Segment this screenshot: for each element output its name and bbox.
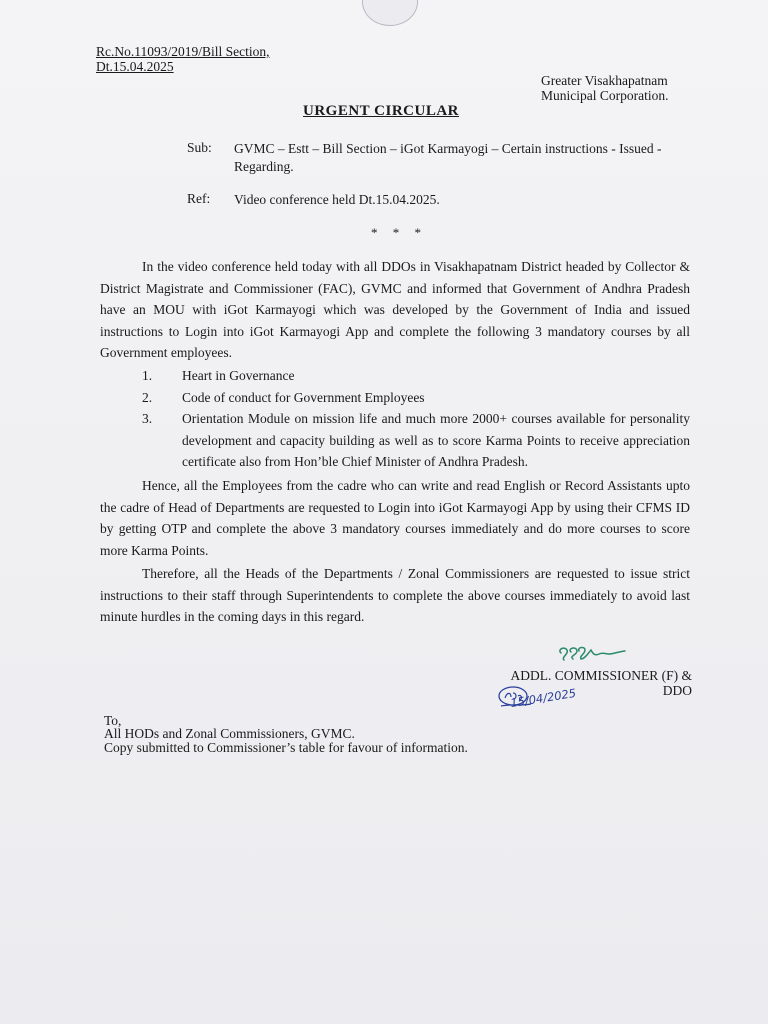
paragraph-directive-text: Therefore, all the Heads of the Departments / Zonal Commissioners are requested to issue strict instructions to their staff through Superintendents to complete the above courses immediately to avoid last minute hurdles in the coming days in this regard. [100,566,690,625]
section-separator: * * * [371,225,427,240]
list-item-number: 2. [142,389,153,405]
to-label: To, [104,713,122,728]
list-item-number: 3. [142,411,153,427]
paragraph-intro-text: In the video conference held today with all DDOs in Visakhapatnam District headed by Collector & District Magistrate and Commissioner (FAC), GVMC and informed that Government of Andhra Pradesh have an MOU with iGot Karmayogi which was developed by the Government of India and issued instructions to Login into iGot Karmayogi App and complete the following 3 mandatory courses by all Government employees. [100,259,690,361]
copy-note: Copy submitted to Commissioner’s table for favour of information. [104,740,468,755]
signatory-title-line2: DDO [662,683,692,698]
organization-name-line2: Municipal Corporation. [541,88,669,103]
paragraph-directive [100,563,690,628]
signatory-title-line1: ADDL. COMMISSIONER (F) & [510,668,692,683]
ref-text: Video conference held Dt.15.04.2025. [234,192,440,207]
subject-label: Sub: [187,140,212,155]
organization-name-line1: Greater Visakhapatnam [541,73,668,88]
to-recipients: All HODs and Zonal Commissioners, GVMC. [104,726,355,741]
list-item [142,387,690,409]
punch-hole [362,0,418,26]
signature [555,640,630,666]
reference-number: Rc.No.11093/2019/Bill Section, [96,44,270,59]
list-item [142,365,690,387]
list-item-text: Orientation Module on mission life and much more 2000+ courses available for personality development and capacity building as well as to score Karma Points to receive appreciation certificate also from Hon’ble Chief Minister of Andhra Pradesh. [182,411,690,470]
document-title: URGENT CIRCULAR [303,103,459,119]
handwritten-date: 15/04/2025 [509,685,577,711]
list-item-number: 1. [142,368,153,383]
reference-date: Dt.15.04.2025 [96,59,174,74]
list-item [142,408,690,473]
subject-text: GVMC – Estt – Bill Section – iGot Karmayogi – Certain instructions - Issued - Regarding. [234,141,662,174]
mandatory-courses-list [142,365,690,473]
paragraph-instructions [100,475,690,561]
paragraph-intro [100,256,690,364]
ref-label: Ref: [187,191,211,206]
paragraph-instructions-text: Hence, all the Employees from the cadre who can write and read English or Record Assistants upto the cadre of Head of Departments are requested to Login into iGot Karmayogi App by using their CFMS ID by getting OTP and complete the above 3 mandatory courses immediately and do more courses to score more Karma Points. [100,478,690,558]
list-item-text: Code of conduct for Government Employees [182,389,425,405]
list-item-text: Heart in Governance [182,368,295,383]
